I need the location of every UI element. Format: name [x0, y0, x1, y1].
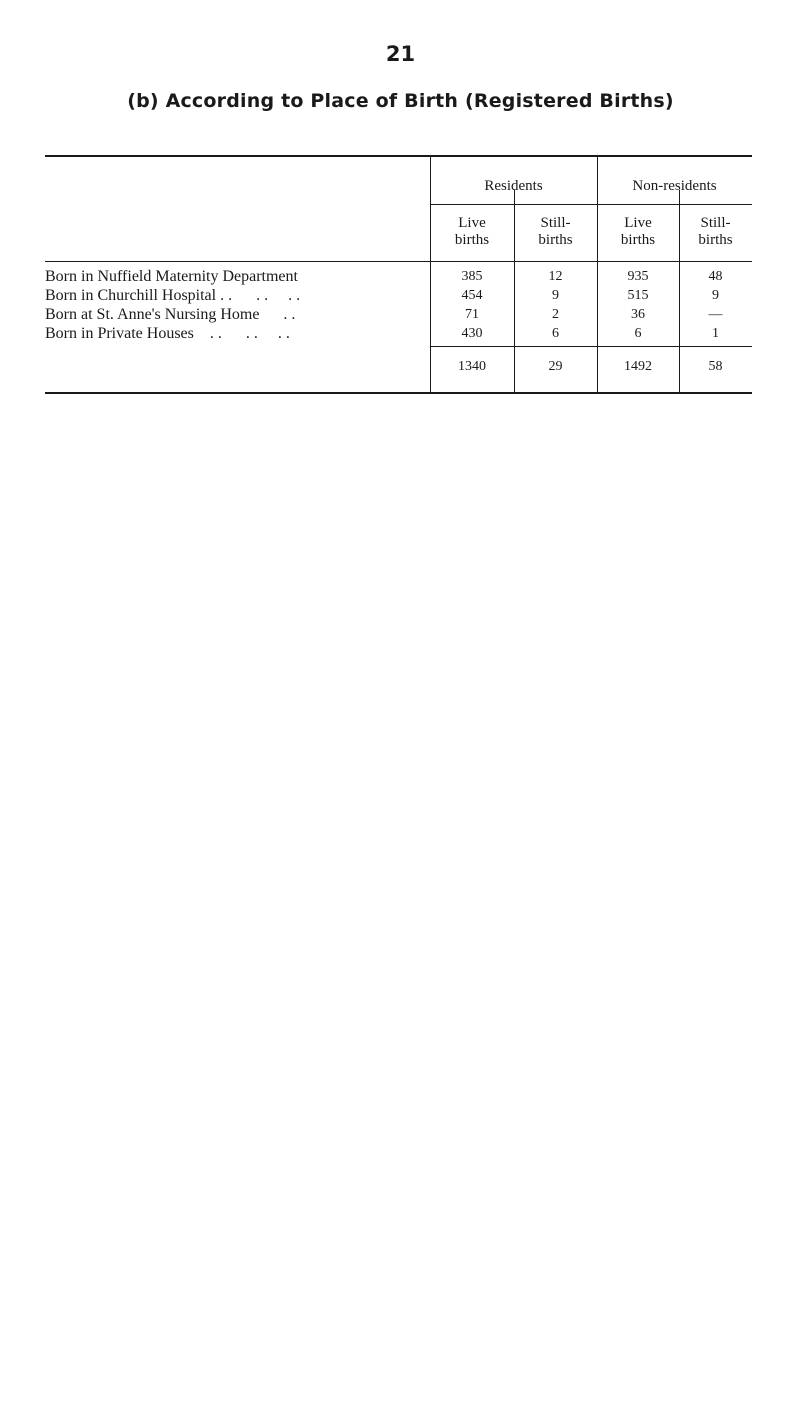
row-label: Born in Churchill Hospital . . . . . . [45, 287, 301, 304]
group-header-residents: Residents [484, 178, 543, 194]
table-heading: (b) According to Place of Birth (Registered Births) [127, 90, 674, 112]
table-cell: 454 [461, 288, 483, 303]
subheader-line: Live [458, 215, 486, 231]
table-cell: 9 [712, 288, 719, 303]
total-cell: 1340 [458, 359, 486, 374]
total-cell: 1492 [624, 359, 652, 374]
subheader-line: births [698, 232, 733, 248]
table-cell: 12 [548, 269, 563, 284]
subheader-residents-live [430, 215, 514, 249]
table-cell: 935 [627, 269, 649, 284]
subheader-nonresidents-still [679, 215, 752, 249]
subheader-line: births [454, 232, 490, 248]
table-cell: 71 [465, 307, 479, 322]
row-label: Born in Nuffield Maternity Department [45, 268, 298, 285]
subheader-nonresidents-live [597, 215, 679, 249]
total-cell: 29 [548, 359, 563, 374]
table-cell: 1 [712, 326, 719, 341]
table-cell: 48 [708, 269, 723, 284]
table-cell: — [708, 307, 723, 322]
row-label: Born at St. Anne's Nursing Home . . [45, 306, 296, 323]
subheader-line: Still- [540, 215, 571, 231]
subheader-line: Live [624, 215, 652, 231]
subheader-line: births [620, 232, 656, 248]
table-cell: 36 [631, 307, 645, 322]
group-header-nonresidents: Non-residents [632, 178, 717, 194]
table-cell: 385 [461, 269, 483, 284]
table-cell: 515 [627, 288, 649, 303]
row-label: Born in Private Houses . . . . . . [45, 325, 290, 342]
subheader-line: Still- [700, 215, 731, 231]
table-cell: 430 [461, 326, 483, 341]
table-cell: 9 [552, 288, 559, 303]
table-cell: 6 [552, 326, 559, 341]
subheader-rule [430, 204, 752, 205]
totals-rule [430, 346, 752, 347]
table-cell: 6 [634, 326, 642, 341]
bottom-rule [45, 392, 752, 394]
total-cell: 58 [708, 359, 723, 374]
page-number: 21 [385, 42, 416, 66]
subheader-residents-still [514, 215, 597, 249]
header-bottom-rule [45, 261, 752, 262]
top-rule [45, 155, 752, 157]
subheader-line: births [538, 232, 573, 248]
table-cell: 2 [552, 307, 559, 322]
